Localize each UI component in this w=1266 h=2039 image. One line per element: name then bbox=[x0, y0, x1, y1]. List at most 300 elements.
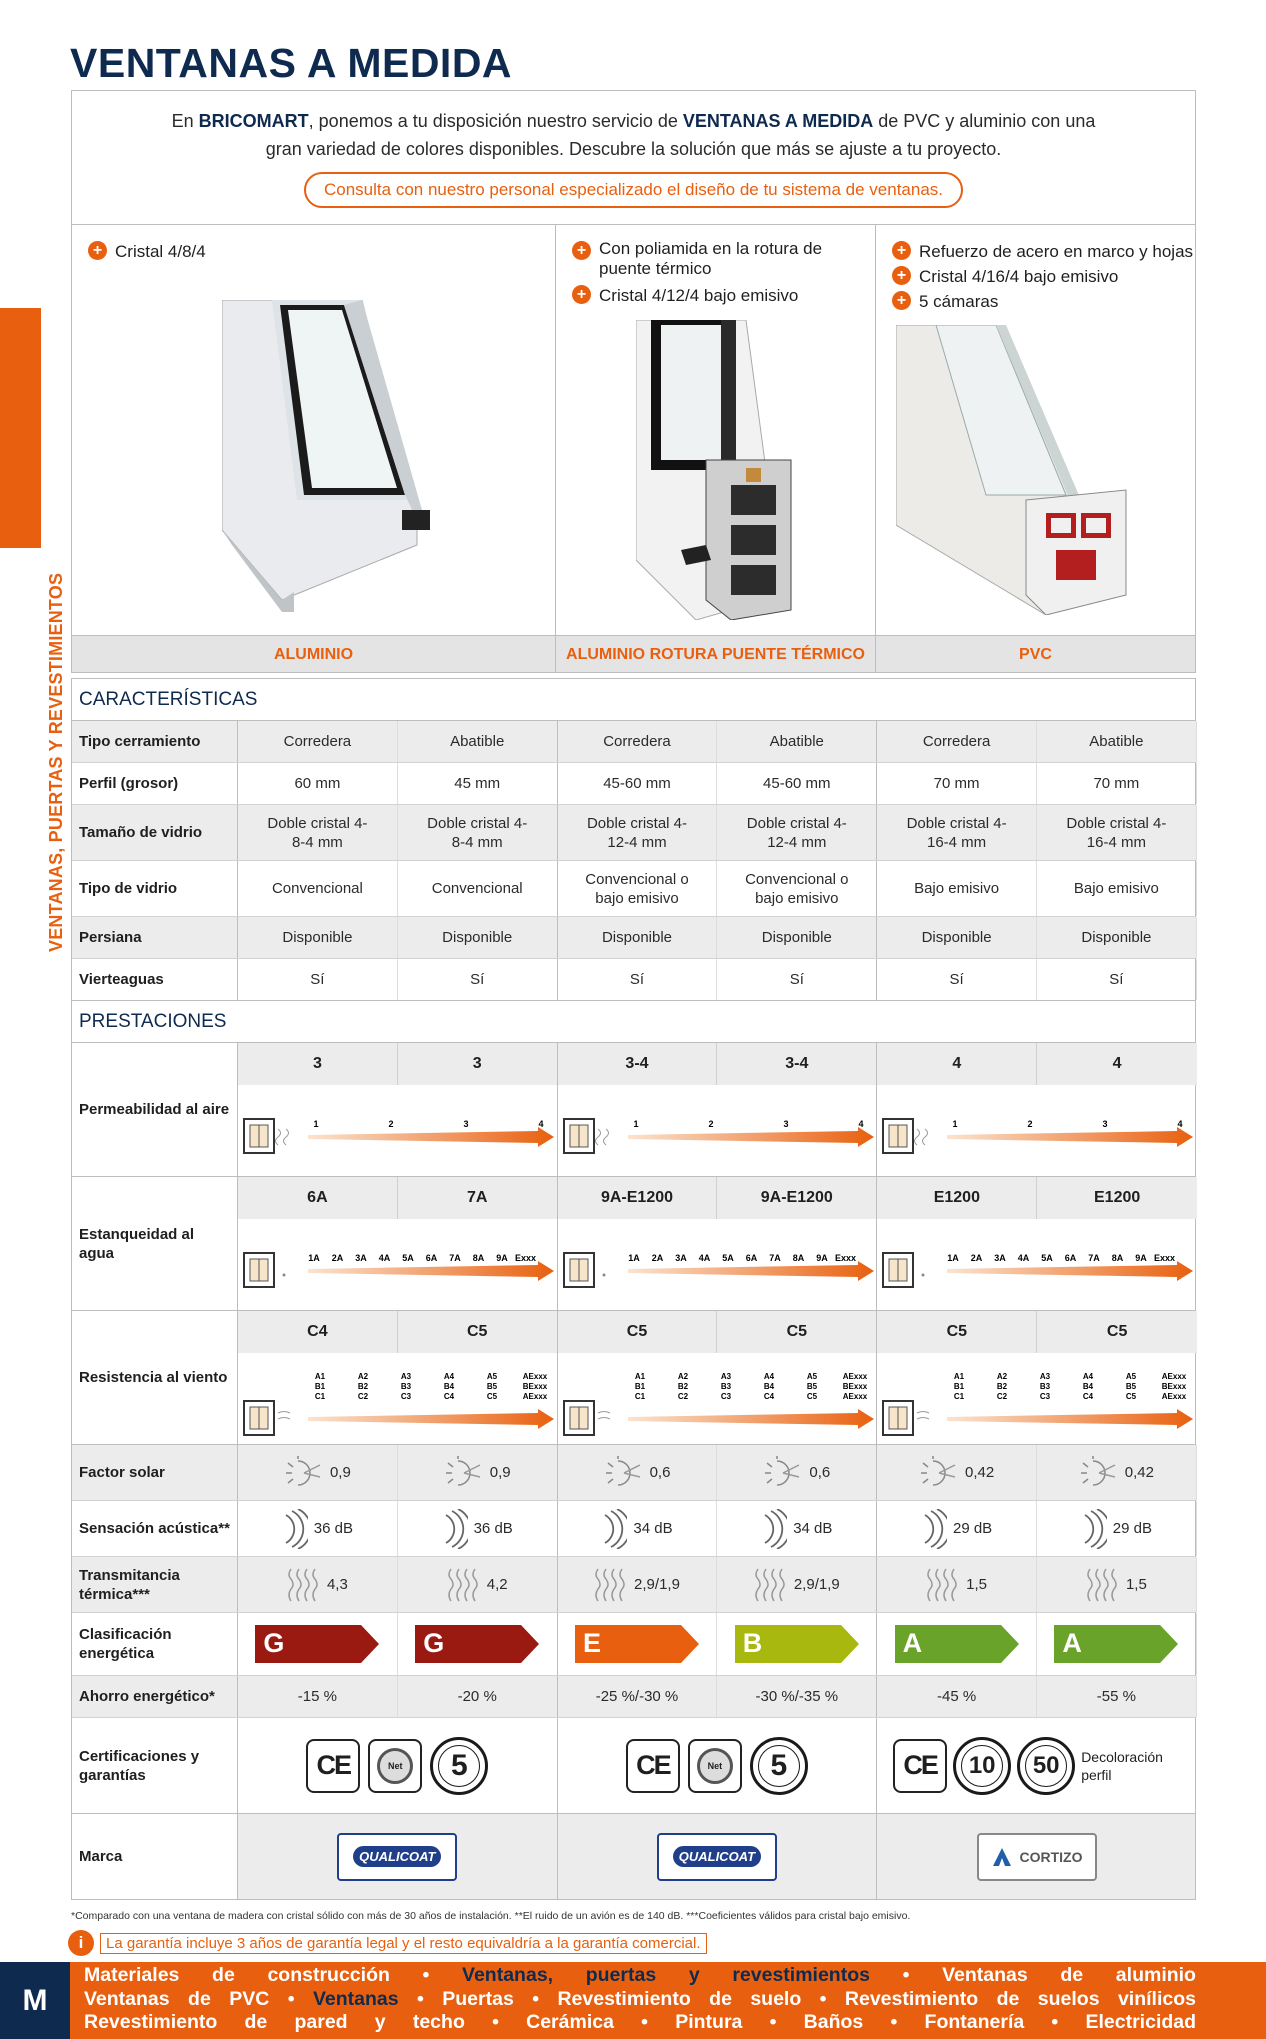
perf-value: 4 bbox=[1112, 1055, 1122, 1072]
sound-waves-icon bbox=[1081, 1509, 1107, 1549]
row-tipo-cerramiento bbox=[72, 721, 1195, 763]
scale-tick-label: B1 bbox=[954, 1382, 965, 1391]
footer-nav-link[interactable]: Revestimiento de suelo bbox=[557, 1987, 802, 2010]
sound-waves-icon bbox=[282, 1509, 308, 1549]
scale-tick-label: B2 bbox=[677, 1382, 688, 1391]
cell: Doble cristal 4-8-4 mm bbox=[398, 805, 558, 860]
qualicoat-logo: QUALICOAT bbox=[657, 1833, 777, 1881]
row-label: Certificaciones y garantías bbox=[72, 1718, 238, 1813]
row-label: Tamaño de vidrio bbox=[72, 805, 238, 860]
row-clasificacion bbox=[72, 1613, 1195, 1676]
scale-tick-label: 4A bbox=[378, 1253, 391, 1263]
footer-separator: • bbox=[464, 2011, 527, 2033]
qualicoat-logo: QUALICOAT bbox=[337, 1833, 457, 1881]
bricomart-logo: M bbox=[0, 1962, 70, 2039]
value-cell: 0,6 bbox=[558, 1445, 718, 1500]
product-name: ALUMINIO ROTURA PUENTE TÉRMICO bbox=[556, 635, 875, 672]
row-permeabilidad bbox=[72, 1043, 1195, 1177]
scale-tick-label: 5A bbox=[721, 1253, 734, 1263]
plus-icon: + bbox=[572, 285, 591, 304]
cell: Abatible bbox=[1037, 721, 1197, 762]
consult-cta[interactable]: Consulta con nuestro personal especializado el diseño de tu sistema de ventanas. bbox=[304, 172, 963, 208]
value-cell: 29 dB bbox=[1037, 1501, 1197, 1556]
scale-tick-label: C3 bbox=[720, 1392, 731, 1401]
cell: Disponible bbox=[1037, 917, 1197, 958]
cell: Abatible bbox=[398, 721, 558, 762]
scale-tick-label: 1A bbox=[947, 1253, 959, 1263]
footer-line-1 bbox=[84, 1964, 1196, 1988]
sidebar-section-label: VENTANAS, PUERTAS Y REVESTIMIENTOS bbox=[46, 572, 66, 952]
scale-tick-label: 2A bbox=[970, 1253, 983, 1263]
footer-nav-link[interactable]: Electricidad bbox=[1085, 2011, 1197, 2033]
cell: Convencional bbox=[238, 861, 398, 916]
perf-group bbox=[877, 1177, 1197, 1310]
footer-separator: • bbox=[389, 1964, 463, 1986]
plus-icon: + bbox=[88, 241, 107, 260]
scale-tick-label: A5 bbox=[806, 1372, 817, 1381]
scale-tick-label: C4 bbox=[1083, 1392, 1094, 1401]
scale-tick-label: 4A bbox=[1017, 1253, 1030, 1263]
scale-tick-label: AExxx bbox=[1161, 1392, 1187, 1401]
value-cell: 0,9 bbox=[398, 1445, 558, 1500]
cell: Bajo emisivo bbox=[877, 861, 1037, 916]
row-label: Persiana bbox=[72, 917, 238, 958]
scale-tick-label: C5 bbox=[486, 1392, 498, 1401]
scale-tick-label: AExxx bbox=[522, 1392, 548, 1401]
value-cell: 0,42 bbox=[877, 1445, 1037, 1500]
footer-separator: • bbox=[1024, 2011, 1086, 2033]
value-cell: 4,3 bbox=[238, 1557, 398, 1612]
air-scale-arrow bbox=[238, 1085, 556, 1175]
product-aluminio bbox=[71, 225, 556, 673]
scale-tick-label: 2 bbox=[708, 1119, 714, 1129]
footer-separator: • bbox=[742, 2011, 804, 2033]
scale-tick-label: C1 bbox=[634, 1392, 645, 1401]
specs-table bbox=[71, 678, 1196, 1900]
sun-icon bbox=[444, 1455, 484, 1491]
cell: Sí bbox=[558, 959, 718, 1000]
perf-value: 9A-E1200 bbox=[760, 1189, 833, 1206]
sun-icon bbox=[1079, 1455, 1119, 1491]
cell: Disponible bbox=[558, 917, 718, 958]
footer-separator: • bbox=[863, 2011, 925, 2033]
scale-tick-label: A2 bbox=[997, 1372, 1008, 1381]
scale-tick-label: C2 bbox=[997, 1392, 1008, 1401]
plus-icon: + bbox=[892, 266, 911, 285]
scale-tick-label: A2 bbox=[357, 1372, 369, 1381]
value-cell: 0,42 bbox=[1037, 1445, 1197, 1500]
value-cell bbox=[238, 1613, 398, 1675]
scale-tick-label: A5 bbox=[1126, 1372, 1137, 1381]
cell: Bajo emisivo bbox=[1037, 861, 1197, 916]
product-features: + Cristal 4/8/4 bbox=[88, 239, 206, 264]
product-features: + Refuerzo de acero en marco y hojas + Cristal 4/16/4 bajo emisivo + 5 cámaras bbox=[892, 239, 1193, 314]
value-cell bbox=[877, 1613, 1037, 1675]
scale-tick-label: 8A bbox=[472, 1253, 485, 1263]
warranty-10-years-icon: 10 bbox=[953, 1737, 1011, 1795]
perf-value: C5 bbox=[877, 1311, 1037, 1353]
scale-tick-label: C4 bbox=[763, 1392, 774, 1401]
scale-tick-label: BExxx bbox=[1161, 1382, 1187, 1391]
scale-tick-label: AExxx bbox=[842, 1392, 867, 1401]
heat-waves-icon bbox=[926, 1567, 960, 1603]
footer-nav-link[interactable]: Ventanas, puertas y revestimientos bbox=[462, 1964, 870, 1986]
footer-nav-link[interactable]: Revestimiento de pared y techo bbox=[84, 2011, 465, 2033]
cell: -45 % bbox=[877, 1676, 1037, 1717]
cell: 45-60 mm bbox=[717, 763, 877, 804]
cell: Disponible bbox=[238, 917, 398, 958]
footer-nav-link[interactable]: Ventanas bbox=[312, 1987, 399, 2010]
perf-value: 6A bbox=[238, 1177, 398, 1219]
guarantee-text: La garantía incluye 3 años de garantía legal y el resto equivaldría a la garantía comercial. bbox=[100, 1933, 707, 1954]
cell: Corredera bbox=[558, 721, 718, 762]
cell: Convencional o bajo emisivo bbox=[717, 861, 877, 916]
perf-group bbox=[238, 1043, 558, 1176]
product-pvc bbox=[875, 225, 1196, 673]
sound-waves-icon bbox=[761, 1509, 787, 1549]
energy-class-badge: B bbox=[735, 1625, 859, 1663]
footer-nav-link[interactable]: Revestimiento de suelos vinílicos bbox=[844, 1987, 1196, 2010]
footer-separator: • bbox=[398, 1987, 443, 2010]
cortizo-logo: CORTIZO bbox=[977, 1833, 1097, 1881]
scale-tick-label: B3 bbox=[400, 1382, 412, 1391]
row-factor-solar bbox=[72, 1445, 1195, 1501]
perf-group bbox=[558, 1311, 878, 1444]
plus-icon: + bbox=[572, 241, 591, 260]
value-cell: 29 dB bbox=[877, 1501, 1037, 1556]
value-cell: 2,9/1,9 bbox=[717, 1557, 877, 1612]
row-label: Perfil (grosor) bbox=[72, 763, 238, 804]
scale-tick-label: 5A bbox=[1041, 1253, 1053, 1263]
scale-tick-label: B4 bbox=[443, 1382, 455, 1391]
scale-tick-label: B5 bbox=[1126, 1382, 1137, 1391]
scale-tick-label: 1A bbox=[627, 1253, 640, 1263]
perf-value: 3-4 bbox=[785, 1055, 809, 1072]
scale-tick-label: 1 bbox=[313, 1119, 319, 1129]
row-viento bbox=[72, 1311, 1195, 1445]
scale-tick-label: BExxx bbox=[522, 1382, 548, 1391]
row-label: Transmitancia térmica*** bbox=[72, 1557, 238, 1612]
scale-tick-label: B5 bbox=[806, 1382, 817, 1391]
perf-value: 4 bbox=[877, 1043, 1037, 1085]
warranty-5-years-icon: 5 bbox=[430, 1737, 488, 1795]
cell: -25 %/-30 % bbox=[558, 1676, 718, 1717]
value-cell bbox=[1037, 1613, 1197, 1675]
scale-tick-label: 4 bbox=[538, 1119, 544, 1129]
cell: Disponible bbox=[877, 917, 1037, 958]
scale-tick-label: AExxx bbox=[522, 1372, 548, 1381]
scale-tick-label: 9A bbox=[815, 1253, 828, 1263]
footer-separator: • bbox=[613, 2011, 676, 2033]
cell: Corredera bbox=[238, 721, 398, 762]
scale-tick-label: 2 bbox=[388, 1119, 394, 1129]
perf-value: C5 bbox=[466, 1323, 488, 1340]
scale-tick-label: 9A bbox=[1135, 1253, 1147, 1263]
scale-tick-label: C3 bbox=[400, 1392, 412, 1401]
scale-tick-label: C5 bbox=[806, 1392, 817, 1401]
value-cell: 34 dB bbox=[558, 1501, 718, 1556]
cell: Disponible bbox=[398, 917, 558, 958]
sun-icon bbox=[763, 1455, 803, 1491]
value-cell bbox=[558, 1613, 718, 1675]
scale-tick-label: 3A bbox=[355, 1253, 367, 1263]
scale-tick-label: C3 bbox=[1040, 1392, 1051, 1401]
scale-tick-label: 3A bbox=[994, 1253, 1006, 1263]
value-cell: 4,2 bbox=[398, 1557, 558, 1612]
heat-waves-icon bbox=[1086, 1567, 1120, 1603]
scale-tick-label: B3 bbox=[720, 1382, 731, 1391]
scale-tick-label: C4 bbox=[443, 1392, 455, 1401]
row-transmitancia bbox=[72, 1557, 1195, 1613]
cell: 70 mm bbox=[877, 763, 1037, 804]
scale-tick-label: A4 bbox=[763, 1372, 774, 1381]
row-perfil bbox=[72, 763, 1195, 805]
scale-tick-label: BExxx bbox=[842, 1382, 867, 1391]
row-persiana bbox=[72, 917, 1195, 959]
footer-nav-link[interactable]: Materiales de construcción bbox=[84, 1964, 390, 1986]
cell: -55 % bbox=[1037, 1676, 1197, 1717]
scale-tick-label: 6A bbox=[425, 1253, 438, 1263]
footnotes: *Comparado con una ventana de madera con cristal sólido con más de 30 años de instalación. **El ruido de un avión es de 140 dB. ***Coeficientes válidos para cristal bajo emisivo. bbox=[71, 1910, 911, 1922]
water-scale-arrow bbox=[877, 1219, 1195, 1309]
warranty-5-years-icon: 5 bbox=[750, 1737, 808, 1795]
scale-tick-label: 4 bbox=[1177, 1119, 1183, 1129]
footer-separator: • bbox=[513, 1987, 558, 2010]
decoloracion-note: Decoloración perfil bbox=[1081, 1748, 1163, 1783]
plus-icon: + bbox=[892, 291, 911, 310]
row-label: Clasificación energética bbox=[72, 1613, 238, 1675]
product-features: + Con poliamida en la rotura de puente térmico + Cristal 4/12/4 bajo emisivo bbox=[572, 239, 829, 308]
water-scale-arrow bbox=[558, 1219, 876, 1309]
row-label: Marca bbox=[72, 1814, 238, 1899]
scale-tick-label: A1 bbox=[634, 1372, 645, 1381]
heat-waves-icon bbox=[447, 1567, 481, 1603]
value-cell: 1,5 bbox=[1037, 1557, 1197, 1612]
perf-value: C5 bbox=[1106, 1323, 1128, 1340]
cell: Doble cristal 4-16-4 mm bbox=[877, 805, 1037, 860]
perf-value: 3 bbox=[238, 1043, 398, 1085]
perf-value: 3-4 bbox=[558, 1043, 718, 1085]
perf-group bbox=[238, 1311, 558, 1444]
value-cell: 0,6 bbox=[717, 1445, 877, 1500]
scale-tick-label: 1A bbox=[308, 1253, 320, 1263]
perf-group bbox=[238, 1177, 558, 1310]
row-label: Tipo cerramiento bbox=[72, 721, 238, 762]
scale-tick-label: B2 bbox=[357, 1382, 369, 1391]
sound-waves-icon bbox=[601, 1509, 627, 1549]
scale-tick-label: Exxx bbox=[1154, 1253, 1176, 1263]
scale-tick-label: 8A bbox=[792, 1253, 804, 1263]
value-cell: 1,5 bbox=[877, 1557, 1037, 1612]
scale-tick-label: 8A bbox=[1111, 1253, 1124, 1263]
row-estanqueidad bbox=[72, 1177, 1195, 1311]
pvc-window-image bbox=[896, 325, 1166, 615]
air-scale-arrow bbox=[877, 1085, 1195, 1175]
wind-scale-arrow bbox=[558, 1353, 876, 1443]
perf-group bbox=[558, 1043, 878, 1176]
ce-mark-icon: CE bbox=[306, 1739, 360, 1793]
scale-tick-label: A3 bbox=[1040, 1372, 1051, 1381]
scale-tick-label: B4 bbox=[763, 1382, 774, 1391]
row-ahorro bbox=[72, 1676, 1195, 1718]
sun-icon bbox=[604, 1455, 644, 1491]
cell: Doble cristal 4-8-4 mm bbox=[238, 805, 398, 860]
cell: 45-60 mm bbox=[558, 763, 718, 804]
heat-waves-icon bbox=[594, 1567, 628, 1603]
scale-tick-label: A3 bbox=[720, 1372, 731, 1381]
info-icon: i bbox=[68, 1930, 94, 1956]
footer-separator: • bbox=[869, 1964, 943, 1986]
cell: Sí bbox=[238, 959, 398, 1000]
scale-tick-label: B1 bbox=[314, 1382, 326, 1391]
value-cell: 0,9 bbox=[238, 1445, 398, 1500]
scale-tick-label: Exxx bbox=[514, 1253, 537, 1263]
sound-waves-icon bbox=[921, 1509, 947, 1549]
scale-tick-label: C5 bbox=[1126, 1392, 1137, 1401]
water-scale-arrow bbox=[238, 1219, 556, 1309]
scale-tick-label: B1 bbox=[634, 1382, 645, 1391]
scale-tick-label: C2 bbox=[357, 1392, 369, 1401]
cell: -15 % bbox=[238, 1676, 398, 1717]
footer-nav-link[interactable]: Ventanas de PVC bbox=[84, 1987, 270, 2010]
scale-tick-label: 7A bbox=[449, 1253, 461, 1263]
cortizo-mark-icon bbox=[991, 1846, 1013, 1868]
scale-tick-label: C1 bbox=[314, 1392, 326, 1401]
scale-tick-label: A1 bbox=[954, 1372, 965, 1381]
scale-tick-label: AExxx bbox=[1161, 1372, 1187, 1381]
value-cell bbox=[717, 1613, 877, 1675]
row-label: Factor solar bbox=[72, 1445, 238, 1500]
scale-tick-label: 3 bbox=[1102, 1119, 1108, 1129]
guarantee-note bbox=[68, 1930, 707, 1956]
scale-tick-label: 9A bbox=[496, 1253, 508, 1263]
cell: Disponible bbox=[717, 917, 877, 958]
perf-value: 7A bbox=[466, 1189, 488, 1206]
row-vierteaguas bbox=[72, 959, 1195, 1001]
footer-line-3 bbox=[84, 2011, 1196, 2035]
energy-class-badge: E bbox=[575, 1625, 699, 1663]
row-certificaciones bbox=[72, 1718, 1195, 1814]
energy-class-badge: A bbox=[1054, 1625, 1178, 1663]
footer-separator: • bbox=[801, 1987, 845, 2010]
intro-box bbox=[71, 90, 1196, 225]
footer-nav-link[interactable]: Pintura bbox=[675, 2011, 743, 2033]
scale-tick-label: A2 bbox=[677, 1372, 688, 1381]
scale-tick-label: A4 bbox=[1083, 1372, 1094, 1381]
scale-tick-label: 4A bbox=[698, 1253, 710, 1263]
scale-tick-label: 6A bbox=[745, 1253, 757, 1263]
cell: 45 mm bbox=[398, 763, 558, 804]
perf-value: C5 bbox=[786, 1323, 808, 1340]
scale-tick-label: B5 bbox=[486, 1382, 498, 1391]
energy-class-badge: G bbox=[255, 1625, 379, 1663]
perf-value: 3 bbox=[472, 1055, 482, 1072]
footer-nav-link[interactable]: Fontanería bbox=[924, 2011, 1025, 2033]
net-cert-icon: Net bbox=[368, 1739, 422, 1793]
scale-tick-label: B3 bbox=[1040, 1382, 1051, 1391]
footer-nav-link[interactable]: Ventanas de aluminio bbox=[942, 1964, 1196, 1986]
footer-nav bbox=[84, 1964, 1196, 2035]
row-label: Tipo de vidrio bbox=[72, 861, 238, 916]
scale-tick-label: 1 bbox=[952, 1119, 958, 1129]
value-cell: 36 dB bbox=[238, 1501, 398, 1556]
ce-mark-icon: CE bbox=[626, 1739, 680, 1793]
perf-value: C5 bbox=[558, 1311, 718, 1353]
scale-tick-label: 7A bbox=[768, 1253, 781, 1263]
value-cell: 36 dB bbox=[398, 1501, 558, 1556]
cell: -20 % bbox=[398, 1676, 558, 1717]
energy-class-badge: A bbox=[895, 1625, 1019, 1663]
scale-tick-label: 7A bbox=[1088, 1253, 1100, 1263]
footer-nav-link[interactable]: Puertas bbox=[442, 1987, 514, 2010]
cell: 70 mm bbox=[1037, 763, 1197, 804]
warranty-50-years-icon: 50 bbox=[1017, 1737, 1075, 1795]
cell: 60 mm bbox=[238, 763, 398, 804]
wind-scale-arrow bbox=[877, 1353, 1195, 1443]
perf-group bbox=[877, 1043, 1197, 1176]
cell: Doble cristal 4-12-4 mm bbox=[717, 805, 877, 860]
footer-nav-link[interactable]: Baños bbox=[803, 2011, 864, 2033]
scale-tick-label: C2 bbox=[677, 1392, 688, 1401]
cert-group bbox=[558, 1718, 878, 1813]
cell: Convencional o bajo emisivo bbox=[558, 861, 718, 916]
sun-icon bbox=[284, 1455, 324, 1491]
cell: Convencional bbox=[398, 861, 558, 916]
perf-value: E1200 bbox=[877, 1177, 1037, 1219]
perf-value: E1200 bbox=[1094, 1189, 1141, 1206]
scale-tick-label: 3 bbox=[783, 1119, 789, 1129]
perf-group bbox=[558, 1177, 878, 1310]
scale-tick-label: 1 bbox=[633, 1119, 639, 1129]
aluminium-window-image bbox=[222, 300, 502, 615]
cell: Sí bbox=[398, 959, 558, 1000]
row-label: Resistencia al viento bbox=[72, 1311, 238, 1444]
cert-group bbox=[238, 1718, 558, 1813]
page-title: VENTANAS A MEDIDA bbox=[70, 40, 513, 86]
scale-tick-label: A4 bbox=[443, 1372, 455, 1381]
row-label: Vierteaguas bbox=[72, 959, 238, 1000]
plus-icon: + bbox=[892, 241, 911, 260]
row-tipo-vidrio bbox=[72, 861, 1195, 917]
row-marca bbox=[72, 1814, 1195, 1899]
product-name: PVC bbox=[876, 635, 1195, 672]
cell: Abatible bbox=[717, 721, 877, 762]
scale-tick-label: 3 bbox=[463, 1119, 469, 1129]
cell: Sí bbox=[877, 959, 1037, 1000]
air-scale-arrow bbox=[558, 1085, 876, 1175]
value-cell bbox=[398, 1613, 558, 1675]
row-label: Ahorro energético* bbox=[72, 1676, 238, 1717]
ce-mark-icon: CE bbox=[893, 1739, 947, 1793]
value-cell: 2,9/1,9 bbox=[558, 1557, 718, 1612]
scale-tick-label: 2 bbox=[1027, 1119, 1033, 1129]
heat-waves-icon bbox=[754, 1567, 788, 1603]
intro-text: En BRICOMART, ponemos a tu disposición nuestro servicio de VENTANAS A MEDIDA de PVC y aluminio con una gran variedad de colores disponibles. Descubre la solución que más se ajuste a tu proyecto. bbox=[171, 111, 1096, 159]
scale-tick-label: Exxx bbox=[834, 1253, 856, 1263]
aluminium-rpt-window-image bbox=[636, 320, 816, 620]
prestaciones-title: PRESTACIONES bbox=[72, 1001, 1195, 1043]
value-cell: 34 dB bbox=[717, 1501, 877, 1556]
scale-tick-label: C1 bbox=[954, 1392, 965, 1401]
brand-cell bbox=[558, 1814, 878, 1899]
footer-nav-link[interactable]: Cerámica bbox=[526, 2011, 614, 2033]
scale-tick-label: 4 bbox=[858, 1119, 864, 1129]
wind-scale-arrow bbox=[238, 1353, 556, 1443]
cell: Doble cristal 4-16-4 mm bbox=[1037, 805, 1197, 860]
sidebar-accent-bar bbox=[0, 308, 41, 548]
footer-separator: • bbox=[269, 1987, 313, 2010]
sound-waves-icon bbox=[442, 1509, 468, 1549]
